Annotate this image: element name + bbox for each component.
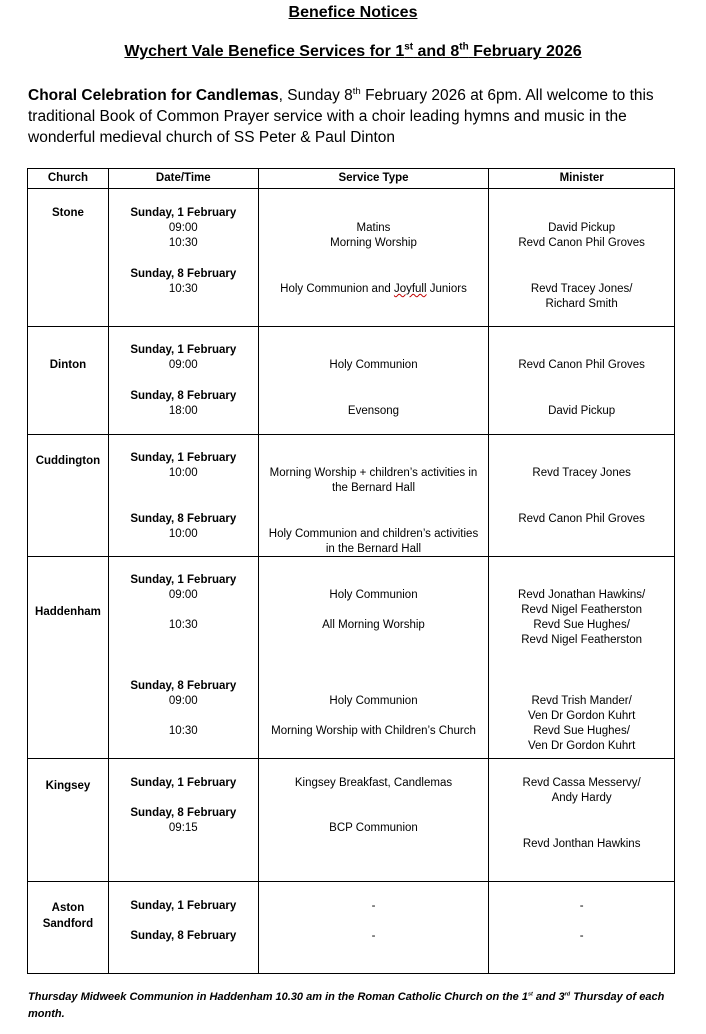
service-dinton: Holy Communion Evensong xyxy=(258,327,489,435)
table-row-stone xyxy=(28,189,675,327)
church-dinton: Dinton xyxy=(28,327,109,435)
minister-haddenham: Revd Jonathan Hawkins/ Revd Nigel Featherston Revd Sue Hughes/ Revd Nigel Featherston Revd Trish Mander/ Ven Dr Gordon Kuhrt Revd Sue Hughes/ Ven Dr Gordon Kuhrt xyxy=(489,557,675,759)
church-cuddington: Cuddington xyxy=(28,435,109,557)
date-aston-sandford: Sunday, 1 February Sunday, 8 February xyxy=(108,882,258,974)
header-date-time: Date/Time xyxy=(108,169,258,189)
church-stone: Stone xyxy=(28,189,109,327)
date-haddenham: Sunday, 1 February 09:00 10:30 Sunday, 8 February 09:00 10:30 xyxy=(108,557,258,759)
page-heading: Benefice Notices xyxy=(288,4,418,21)
church-kingsey: Kingsey xyxy=(28,759,109,882)
service-cuddington: Morning Worship + children’s activities in the Bernard Hall Holy Communion and children’s activities in the Bernard Hall xyxy=(258,435,489,557)
minister-stone: David Pickup Revd Canon Phil Groves Revd Tracey Jones/ Richard Smith xyxy=(489,189,675,327)
header-church: Church xyxy=(28,169,109,189)
table-row-aston-sandford xyxy=(28,882,675,974)
midweek-communion-note: Thursday Midweek Communion in Haddenham 10.30 am in the Roman Catholic Church on the 1st and 3rd Thursday of each month. xyxy=(28,991,665,1020)
table-row-cuddington xyxy=(28,435,675,557)
service-kingsey: Kingsey Breakfast, Candlemas BCP Communion xyxy=(258,759,489,882)
date-kingsey: Sunday, 1 February Sunday, 8 February 09:15 xyxy=(108,759,258,882)
candlemas-intro: Choral Celebration for Candlemas, Sunday 8th February 2026 at 6pm. All welcome to this traditional Book of Common Prayer service with a choir leading hymns and music in the wonderful medieval church of SS Peter & Paul Dinton xyxy=(28,85,654,146)
service-aston-sandford: - - xyxy=(258,882,489,974)
service-stone: Matins Morning Worship Holy Communion and Joyfull Juniors xyxy=(258,189,489,327)
minister-kingsey: Revd Cassa Messervy/ Andy Hardy Revd Jonthan Hawkins xyxy=(489,759,675,882)
minister-aston-sandford: - - xyxy=(489,882,675,974)
minister-dinton: Revd Canon Phil Groves David Pickup xyxy=(489,327,675,435)
date-cuddington: Sunday, 1 February 10:00 Sunday, 8 February 10:00 xyxy=(108,435,258,557)
service-haddenham: Holy Communion All Morning Worship Holy Communion Morning Worship with Children’s Church xyxy=(258,557,489,759)
date-stone: Sunday, 1 February 09:00 10:30 Sunday, 8 February 10:30 xyxy=(108,189,258,327)
church-haddenham: Haddenham xyxy=(28,557,109,759)
church-aston-sandford: Aston Sandford xyxy=(28,882,109,974)
table-row-kingsey xyxy=(28,759,675,882)
table-row-dinton xyxy=(28,327,675,435)
intro-highlight: Choral Celebration for Candlemas xyxy=(28,87,279,104)
spelling-underline: Joyfull xyxy=(393,283,427,295)
date-dinton: Sunday, 1 February 09:00 Sunday, 8 February 18:00 xyxy=(108,327,258,435)
services-table xyxy=(27,168,675,974)
header-minister: Minister xyxy=(489,169,675,189)
header-service-type: Service Type xyxy=(258,169,489,189)
minister-cuddington: Revd Tracey Jones Revd Canon Phil Groves xyxy=(489,435,675,557)
services-subheading: Wychert Vale Benefice Services for 1st and 8th February 2026 xyxy=(124,41,582,60)
table-header-row xyxy=(28,169,675,189)
table-row-haddenham xyxy=(28,557,675,759)
